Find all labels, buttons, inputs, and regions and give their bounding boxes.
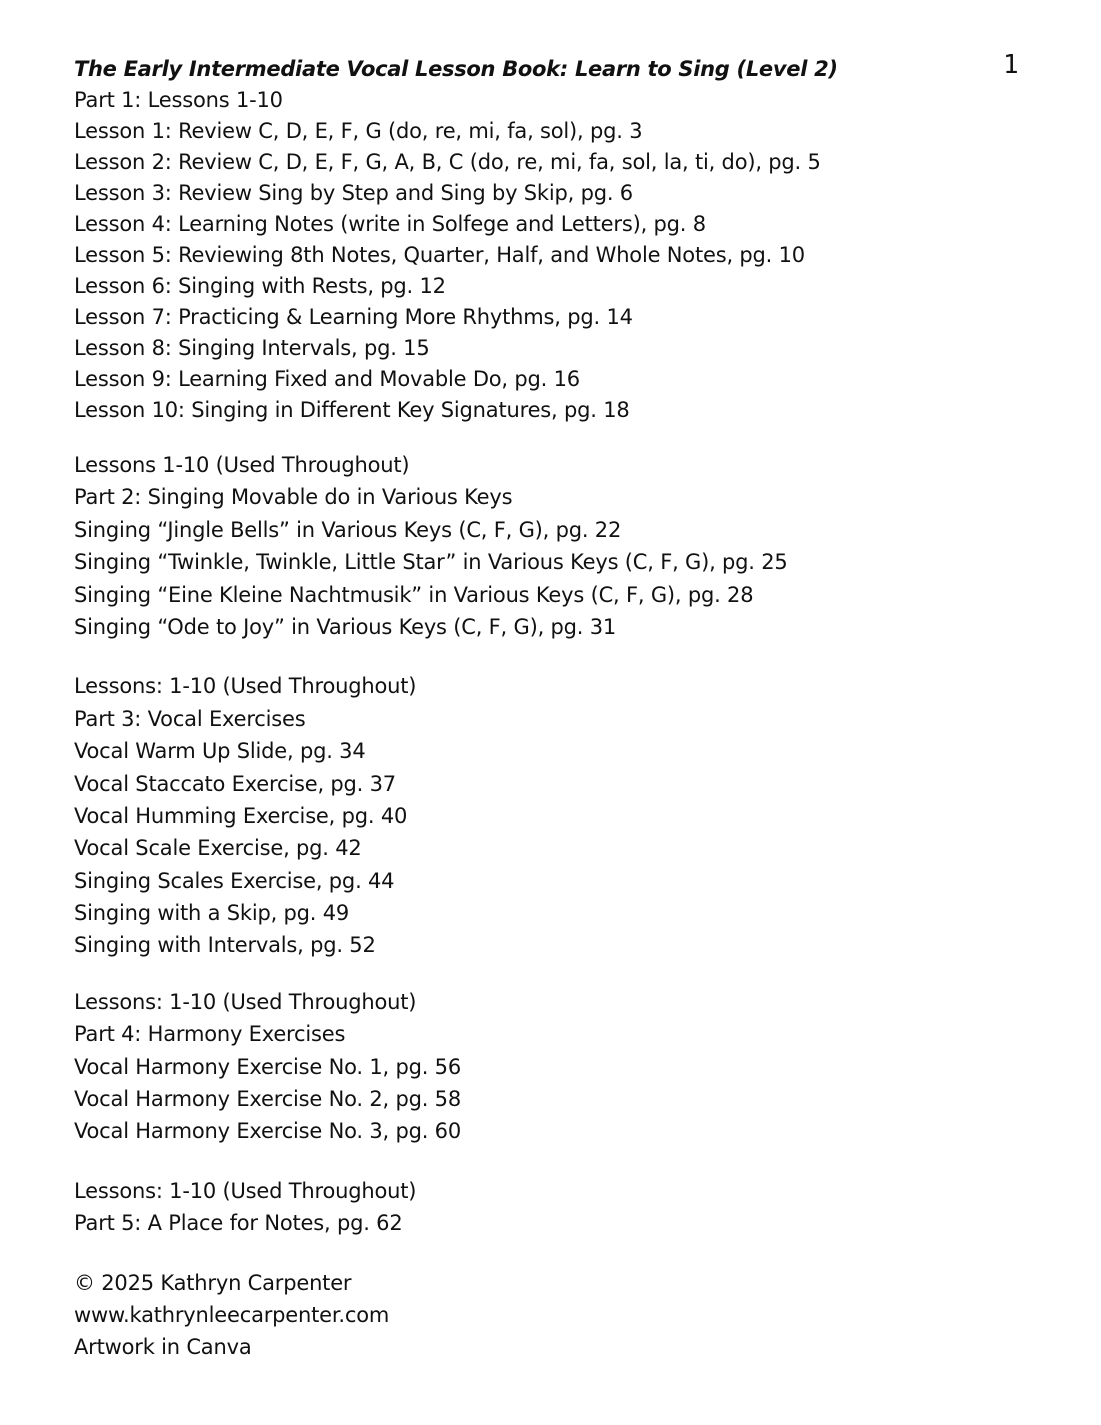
lessons-note: Lessons: 1-10 (Used Throughout) bbox=[74, 989, 417, 1014]
list-item: Singing “Twinkle, Twinkle, Little Star” in Various Keys (C, F, G), pg. 25 bbox=[74, 550, 788, 575]
part-4-section bbox=[74, 986, 974, 1148]
footer bbox=[74, 1267, 974, 1364]
list-item: Lesson 10: Singing in Different Key Signatures, pg. 18 bbox=[74, 398, 630, 422]
list-item: Lesson 4: Learning Notes (write in Solfege and Letters), pg. 8 bbox=[74, 212, 706, 236]
list-item: Vocal Humming Exercise, pg. 40 bbox=[74, 803, 408, 828]
website-link[interactable]: www.kathrynleecarpenter.com bbox=[74, 1302, 390, 1327]
lessons-note: Lessons 1-10 (Used Throughout) bbox=[74, 453, 410, 477]
copyright-text: © 2025 Kathryn Carpenter bbox=[74, 1270, 352, 1295]
list-item: Lesson 6: Singing with Rests, pg. 12 bbox=[74, 274, 446, 298]
list-item: Vocal Staccato Exercise, pg. 37 bbox=[74, 771, 396, 796]
list-item: Vocal Scale Exercise, pg. 42 bbox=[74, 836, 362, 861]
list-item: Lesson 3: Review Sing by Step and Sing by Skip, pg. 6 bbox=[74, 181, 633, 205]
part-5-section bbox=[74, 1175, 974, 1240]
part-5-heading: Part 5: A Place for Notes, pg. 62 bbox=[74, 1211, 403, 1236]
list-item: Lesson 2: Review C, D, E, F, G, A, B, C (do, re, mi, fa, sol, la, ti, do), pg. 5 bbox=[74, 150, 821, 174]
list-item: Lesson 5: Reviewing 8th Notes, Quarter, Half, and Whole Notes, pg. 10 bbox=[74, 243, 805, 267]
part-1-section bbox=[74, 54, 974, 426]
list-item: Lesson 1: Review C, D, E, F, G (do, re, mi, fa, sol), pg. 3 bbox=[74, 119, 643, 143]
list-item: Vocal Harmony Exercise No. 3, pg. 60 bbox=[74, 1119, 461, 1144]
lessons-note: Lessons: 1-10 (Used Throughout) bbox=[74, 1178, 417, 1203]
lessons-note: Lessons: 1-10 (Used Throughout) bbox=[74, 674, 417, 699]
part-3-heading: Part 3: Vocal Exercises bbox=[74, 706, 306, 731]
page-number: 1 bbox=[1003, 50, 1019, 80]
list-item: Singing “Ode to Joy” in Various Keys (C, F, G), pg. 31 bbox=[74, 614, 617, 639]
part-4-heading: Part 4: Harmony Exercises bbox=[74, 1022, 346, 1047]
list-item: Vocal Harmony Exercise No. 2, pg. 58 bbox=[74, 1087, 461, 1112]
list-item: Singing Scales Exercise, pg. 44 bbox=[74, 868, 395, 893]
list-item: Vocal Warm Up Slide, pg. 34 bbox=[74, 739, 366, 764]
part-2-heading: Part 2: Singing Movable do in Various Keys bbox=[74, 485, 513, 510]
list-item: Lesson 7: Practicing & Learning More Rhythms, pg. 14 bbox=[74, 305, 633, 329]
book-title: The Early Intermediate Vocal Lesson Book: Learn to Sing (Level 2) bbox=[74, 57, 838, 81]
part-2-section bbox=[74, 449, 974, 643]
part-3-section bbox=[74, 670, 974, 962]
list-item: Singing “Eine Kleine Nachtmusik” in Various Keys (C, F, G), pg. 28 bbox=[74, 582, 754, 607]
list-item: Lesson 9: Learning Fixed and Movable Do, pg. 16 bbox=[74, 367, 580, 391]
part-1-heading: Part 1: Lessons 1-10 bbox=[74, 88, 283, 112]
list-item: Singing with Intervals, pg. 52 bbox=[74, 933, 376, 958]
list-item: Singing with a Skip, pg. 49 bbox=[74, 901, 350, 926]
artwork-credit: Artwork in Canva bbox=[74, 1335, 252, 1360]
list-item: Vocal Harmony Exercise No. 1, pg. 56 bbox=[74, 1054, 461, 1079]
list-item: Singing “Jingle Bells” in Various Keys (C, F, G), pg. 22 bbox=[74, 517, 622, 542]
table-of-contents bbox=[74, 54, 974, 1364]
list-item: Lesson 8: Singing Intervals, pg. 15 bbox=[74, 336, 430, 360]
